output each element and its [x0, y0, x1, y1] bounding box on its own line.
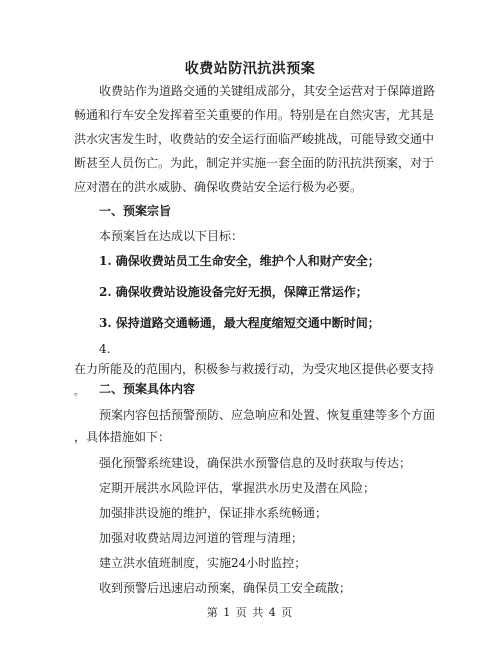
goal-item: 3. 保持道路交通畅通，最大程度缩短交通中断时间；	[99, 316, 380, 330]
measure-item: 加强排洪设施的维护，保证排水系统畅通；	[99, 506, 328, 520]
intro-line: 洪水灾害发生时，收费站的安全运行面临严峻挑战，可能导致交通中	[74, 132, 435, 146]
goal-item-text: 在力所能及的范围内，积极参与救援行动，为受灾地区提供必要支持	[74, 362, 435, 376]
intro-line: 畅通和行车安全发挥着至关重要的作用。特别是在自然灾害，尤其是	[74, 108, 435, 122]
section-heading-purpose: 一、预案宗旨	[99, 204, 172, 218]
goal-item: 1. 确保收费站员工生命安全，维护个人和财产安全；	[99, 254, 380, 268]
goal-item-number: 4.	[99, 342, 111, 356]
goal-item-text: 。	[74, 387, 84, 398]
measure-item: 强化预警系统建设，确保洪水预警信息的及时获取与传达；	[99, 456, 412, 470]
goal-item: 2. 确保收费站设施设备完好无损，保障正常运作；	[99, 285, 368, 299]
measure-item: 建立洪水值班制度，实施24小时监控；	[99, 556, 307, 570]
intro-line: 收费站作为道路交通的关键组成部分，其安全运营对于保障道路	[99, 84, 436, 98]
intro-line: 断甚至人员伤亡。为此，制定并实施一套全面的防汛抗洪预案，对于	[74, 156, 435, 170]
measure-item: 收到预警后迅速启动预案，确保员工安全疏散；	[99, 581, 352, 595]
measure-item: 加强对收费站周边河道的管理与清理；	[99, 531, 304, 545]
section-lead: ，具体措施如下：	[74, 430, 171, 444]
document-title: 收费站防汛抗洪预案	[184, 61, 316, 77]
section-lead: 预案内容包括预警预防、应急响应和处置、恢复重建等多个方面	[99, 408, 436, 422]
section-heading-content: 二、预案具体内容	[99, 382, 196, 396]
page-number-footer: 第 1 页 共 4 页	[206, 606, 294, 619]
measure-item: 定期开展洪水风险评估，掌握洪水历史及潜在风险；	[99, 481, 376, 495]
section-lead: 本预案旨在达成以下目标：	[99, 229, 244, 243]
intro-line: 应对潜在的洪水威胁、确保收费站安全运行极为必要。	[74, 180, 363, 194]
